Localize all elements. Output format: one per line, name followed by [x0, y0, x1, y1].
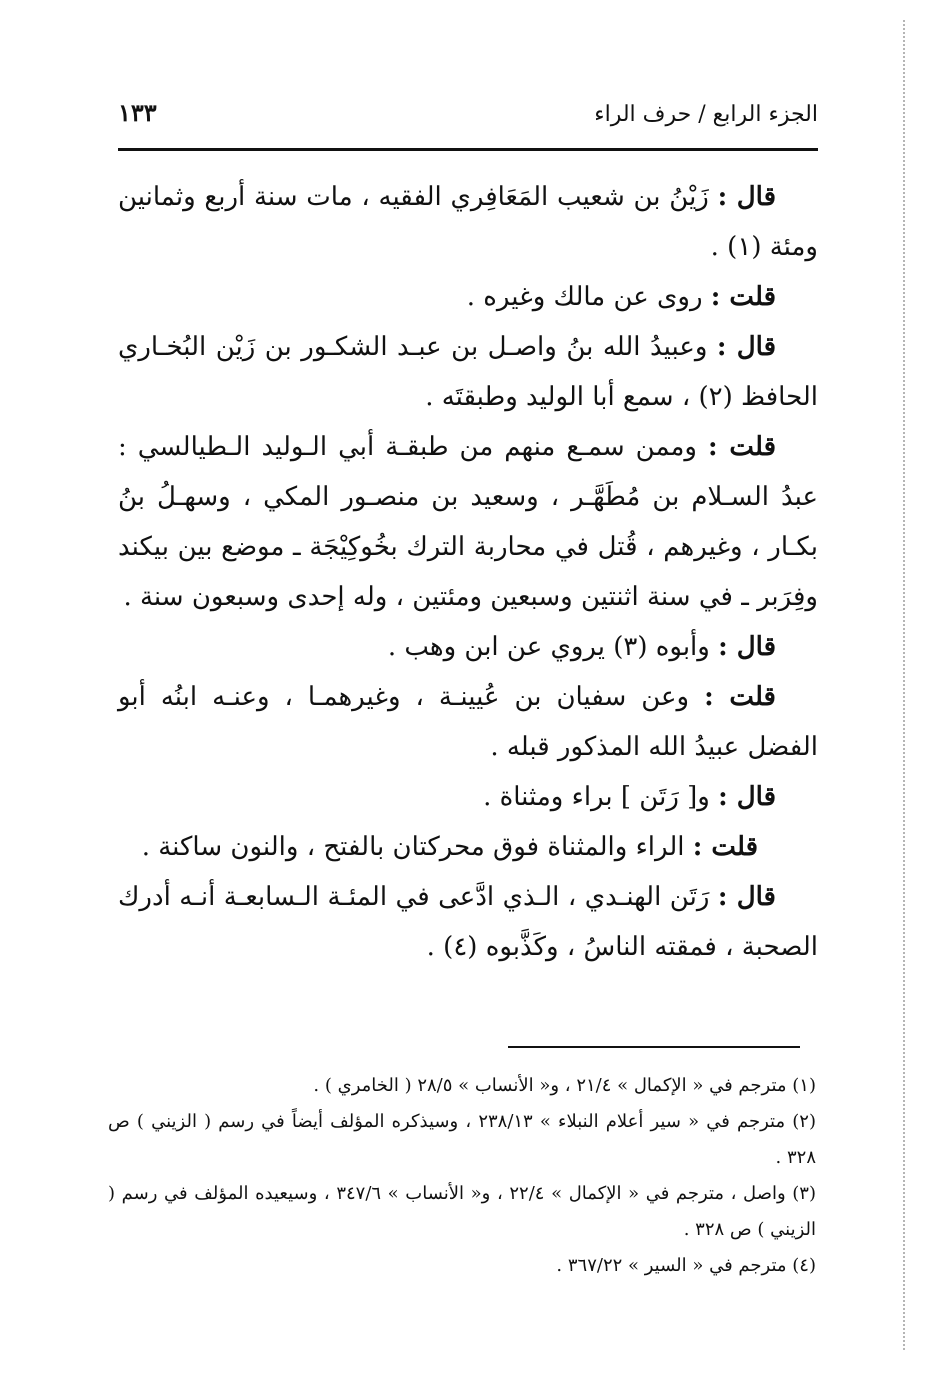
paragraph-label: قال :: [718, 782, 776, 812]
paragraph-4: [118, 422, 818, 622]
paragraph-label: قال :: [718, 632, 776, 662]
paragraph-text: الراء والمثناة فوق محركتان بالفتح ، والنون ساكنة .: [141, 832, 693, 862]
page-number: ١٣٣: [118, 98, 157, 127]
header-rule: [118, 148, 818, 151]
paragraph-text: وأبوه (٣) يروي عن ابن وهب .: [387, 632, 719, 662]
paragraph-5: [118, 622, 818, 672]
paragraph-text: وممن سمـع منهم من طبقـة أبي الـوليد الـطيالسي : عبدُ السـلام بن مُطَهَّـر ، وسعيد بن منصـور المكي ، وسهـلُ بنُ بكـار ، وغيرهم ، قُتل في محاربة الترك بخُوكِيْجَة ـ موضع بين بيكند وفِرَبر ـ في سنة اثنتين وسبعين ومئتين ، وله إحدى وسبعون سنة .: [118, 432, 818, 612]
paragraph-2: [118, 272, 818, 322]
paragraph-7: [118, 772, 818, 822]
footnote-separator: [508, 1046, 800, 1048]
paragraph-text: روى عن مالك وغيره .: [466, 282, 711, 312]
paragraph-text: زَيْنُ بن شعيب المَعَافِري الفقيه ، مات سنة أربع وثمانين ومئة (١) .: [118, 182, 818, 262]
footnotes: [108, 1068, 816, 1284]
paragraph-6: [118, 672, 818, 772]
paragraph-label: قلت :: [708, 432, 776, 462]
footnote-3: (٣) واصل ، مترجم في « الإكمال » ٢٢/٤ ، و« الأنساب » ٣٤٧/٦ ، وسيعيده المؤلف في رسم ( الزيني ) ص ٣٢٨ .: [108, 1183, 816, 1240]
paragraph-label: قلت :: [704, 682, 776, 712]
paragraph-3: [118, 322, 818, 422]
paragraph-text: وعبيدُ الله بنُ واصـل بن عبـد الشكـور بن زَيْن البُخـاري الحافظ (٢) ، سمع أبا الوليد وطبقتَه .: [118, 332, 818, 412]
header-title: الجزء الرابع / حرف الراء: [594, 102, 818, 127]
footnote-2: (٢) مترجم في « سير أعلام النبلاء » ٢٣٨/١٣ ، وسيذكره المؤلف أيضاً في رسم ( الزيني ) ص ٣٢٨ .: [108, 1111, 816, 1168]
scan-edge-dotted-line: [903, 20, 905, 1350]
paragraph-9: [118, 872, 818, 972]
paragraph-1: [118, 172, 818, 272]
paragraph-label: قلت :: [710, 282, 776, 312]
paragraph-text: وعن سفيان بن عُيينـة ، وغيرهمـا ، وعنـه ابنُه أبو الفضل عبيدُ الله المذكور قبله .: [118, 682, 818, 762]
footnote-4: (٤) مترجم في « السير » ٣٦٧/٢٢ .: [556, 1255, 816, 1276]
paragraph-label: قلت :: [692, 832, 758, 862]
paragraph-text: رَتَن الهنـدي ، الـذي ادَّعى في المئـة الـسابعـة أنـه أدرك الصحبة ، فمقته الناسُ ، وكَذَّبوه (٤) .: [118, 882, 818, 962]
paragraph-8: [118, 822, 818, 872]
paragraph-text: و[ رَتَن ] براء ومثناة .: [483, 782, 719, 812]
main-text: [118, 172, 818, 972]
running-header: [118, 98, 818, 138]
footnote-1: (١) مترجم في « الإكمال » ٢١/٤ ، و« الأنساب » ٢٨/٥ ( الخامري ) .: [313, 1075, 816, 1096]
paragraph-label: قال :: [717, 882, 776, 912]
paragraph-label: قال :: [716, 332, 776, 362]
paragraph-label: قال :: [717, 182, 777, 212]
